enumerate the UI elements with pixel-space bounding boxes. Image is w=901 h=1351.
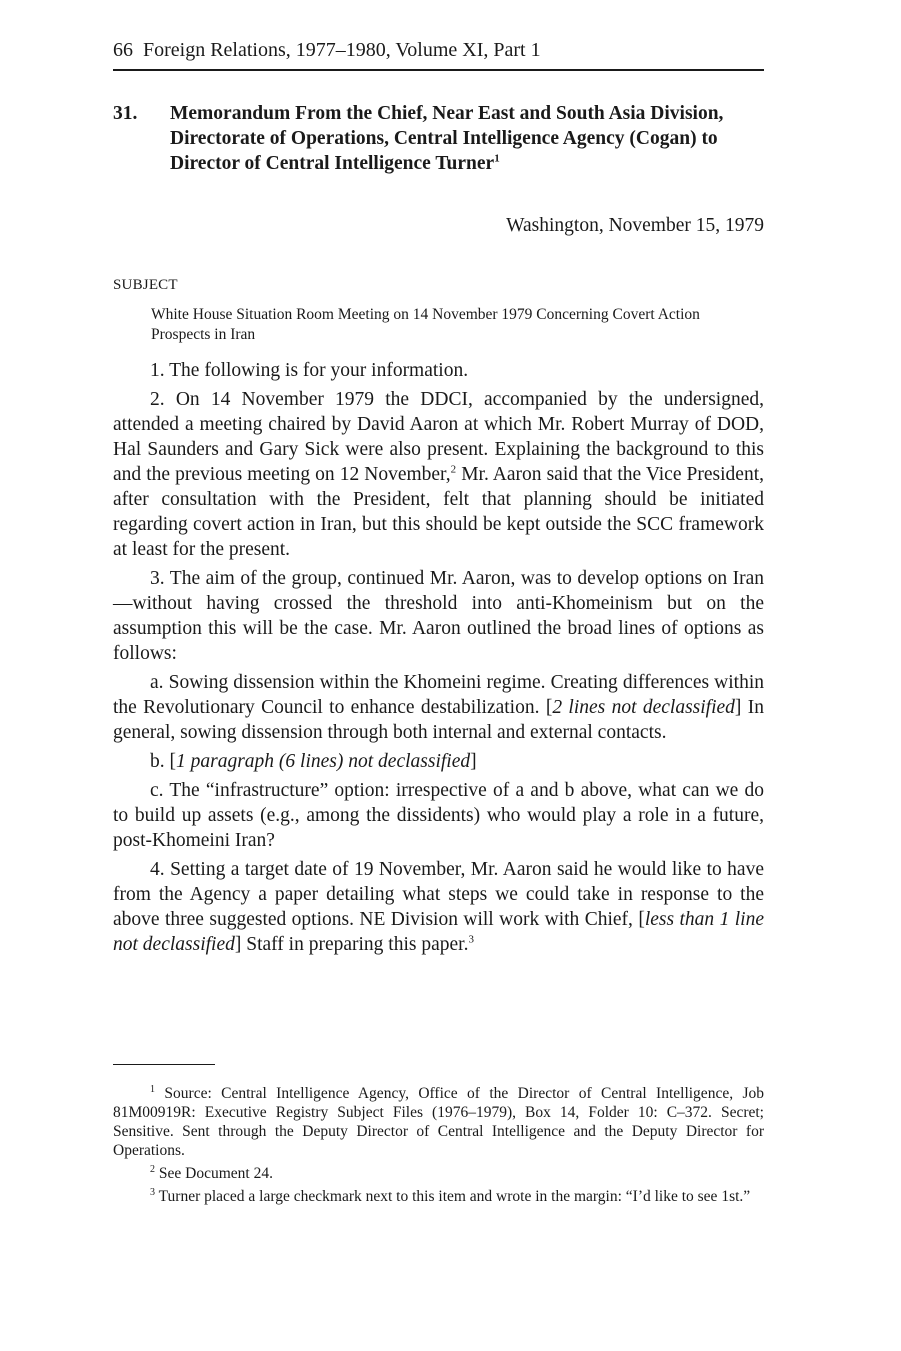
paragraph-3c: c. The “infrastructure” option: irrespective of a and b above, what can we do to build up assets (e.g., among the dissidents) who would play a role in a future, post-Khomeini Iran? xyxy=(113,780,764,851)
paragraph-1: 1. The following is for your information. xyxy=(150,360,469,381)
document-title-text: Memorandum From the Chief, Near East and South Asia Division, Directorate of Operations, Central Intelligence Agency (Cogan) to Director of Central Intelligence Turner xyxy=(170,103,724,174)
footnotes xyxy=(113,1084,764,1210)
memo-body xyxy=(113,358,764,961)
running-title: Foreign Relations, 1977–1980, Volume XI, Part 1 xyxy=(143,39,541,61)
footnote-3 xyxy=(113,1187,764,1206)
footnote-1 xyxy=(113,1084,764,1160)
footnote-text: See Document 24. xyxy=(158,1165,273,1182)
subject-label: SUBJECT xyxy=(113,277,178,293)
paragraph-4-text: 4. Setting a target date of 19 November, Mr. Aaron said he would like to have from the Agency a paper detailing what steps we could take in response to the above three suggested options. NE Division will work with Chief, [ xyxy=(113,859,764,930)
footnote-ref-2: 2 xyxy=(450,463,457,476)
declassification-note: 2 lines not declassified xyxy=(552,697,735,718)
paragraph-3: 3. The aim of the group, continued Mr. Aaron, was to develop options on Iran—without having crossed the threshold into anti-Khomeinism but on the assumption this will be the case. Mr. Aaron outlined the broad lines of options as follows: xyxy=(113,568,764,664)
paragraph-4 xyxy=(113,857,764,957)
subject-text: White House Situation Room Meeting on 14 November 1979 Concerning Covert Action Prospects in Iran xyxy=(151,306,700,343)
paragraph-3a-text: a. Sowing dissension within the Khomeini regime. Creating differences within the Revolutionary Council to enhance destabilization. [ xyxy=(113,672,764,718)
paragraph-4-text-cont: ] Staff in preparing this paper. xyxy=(234,934,469,955)
paragraph-3b xyxy=(113,749,764,774)
footnote-rule xyxy=(113,1064,215,1065)
paragraph-2-text-cont: Mr. Aaron said that the Vice President, after consultation with the President, felt that planning should be initiated regarding covert action in Iran, but this should be kept outside the SCC framework at least for the present. xyxy=(113,464,764,560)
footnote-ref-1: 1 xyxy=(494,152,500,165)
header-rule xyxy=(113,69,764,71)
paragraph-3b-open: b. [ xyxy=(150,751,176,772)
paragraph-3a xyxy=(113,670,764,745)
page-number: 66 xyxy=(113,39,133,61)
footnote-text: Source: Central Intelligence Agency, Office of the Director of Central Intelligence, Job 81M00919R: Executive Registry Subject Files (1976–1979), Box 14, Folder 10: C–372. Secret; Sensitive. Sent through the Deputy Director of Central Intelligence and the Deputy Director for Operations. xyxy=(113,1085,765,1159)
document-number: 31. xyxy=(113,103,138,124)
paragraph-3b-close: ] xyxy=(470,751,477,772)
footnote-2 xyxy=(113,1164,764,1183)
paragraph-2 xyxy=(113,387,764,562)
paragraph-3a-text-cont: ] In general, sowing dissension through both internal and external contacts. xyxy=(113,697,764,743)
running-header xyxy=(113,37,764,63)
declassification-note: 1 paragraph (6 lines) not declassified xyxy=(176,751,471,772)
dateline: Washington, November 15, 1979 xyxy=(506,215,764,236)
footnote-text: Turner placed a large checkmark next to this item and wrote in the margin: “I’d like to see 1st.” xyxy=(158,1188,751,1205)
paragraph-2-text: 2. On 14 November 1979 the DDCI, accompanied by the undersigned, attended a meeting chaired by David Aaron at which Mr. Robert Murray of DOD, Hal Saunders and Gary Sick were also present. Explaining the background to this and the previous meeting on 12 November, xyxy=(113,389,764,485)
footnote-number: 1 xyxy=(150,1083,155,1095)
footnote-number: 3 xyxy=(150,1186,155,1198)
document-title xyxy=(170,101,760,176)
footnote-ref-3: 3 xyxy=(468,933,474,946)
footnote-number: 2 xyxy=(150,1163,155,1175)
declassification-note: less than 1 line not declassified xyxy=(113,909,764,955)
